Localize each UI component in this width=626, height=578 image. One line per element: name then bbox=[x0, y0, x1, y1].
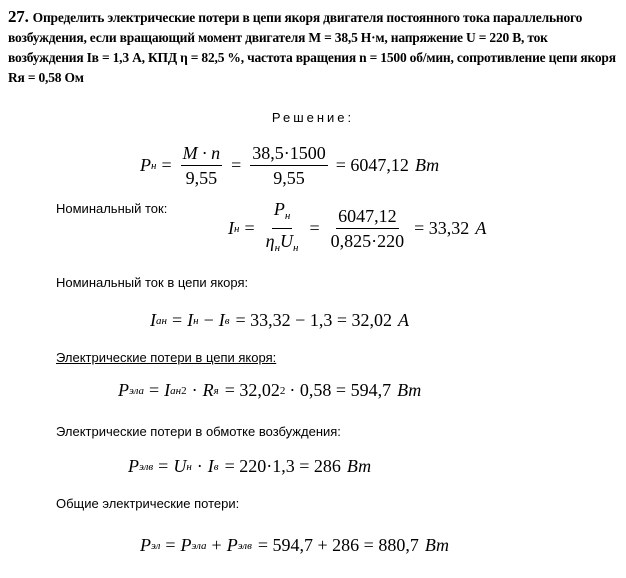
label-armature-losses: Электрические потери в цепи якоря: bbox=[56, 350, 277, 365]
formula-armature-current: I ан = I н − I в = 33,32 − 1,3 = 32,02 A bbox=[150, 310, 409, 330]
label-nominal-current: Номинальный ток: bbox=[56, 201, 168, 216]
formula-field-losses: P элв = U н · I в = 220·1,3 = 286 Вт bbox=[128, 456, 372, 476]
fraction: $\frac{M \cdot n}{9,55}$ bbox=[182, 143, 221, 188]
problem-number: 27. bbox=[8, 7, 29, 26]
formula-total-losses: P эл = P эла + P элв = 594,7 + 286 = 880,7 Вт bbox=[140, 535, 450, 555]
fraction: $\frac{6047,12}{0,825\cdot 220}$ bbox=[330, 206, 405, 251]
formula-nominal-current: I н = $\frac{P_н}{\eta_нU_н}$ = $\frac{6047,12}{0,825\cdot 220}$ = 33,32 A bbox=[228, 198, 486, 259]
fraction: $\frac{P_н}{\eta_нU_н}$ bbox=[265, 199, 299, 254]
label-field-losses: Электрические потери в обмотке возбуждения: bbox=[56, 424, 341, 439]
problem-text: Определить электрические потери в цепи якоря двигателя постоянного тока параллельного возбуждения, если вращающий момент двигателя M = 38,5 Н·м, напряжение U = 220 В, ток возбуждения Iв = 1,3 А, КПД η = 82,5 %, частота вращения n = 1500 об/мин, сопротивление цепи якоря Rя = 0,58 Ом bbox=[8, 10, 616, 85]
fraction: $\frac{38,5\cdot 1500}{9,55}$ bbox=[252, 143, 326, 188]
problem-statement bbox=[8, 7, 620, 88]
solution-heading: Решение: bbox=[271, 110, 355, 125]
formula-power: P н = $\frac{M \cdot n}{9,55}$ = $\frac{38,5\cdot 1500}{9,55}$ = 6047,12 Вт bbox=[140, 143, 440, 188]
formula-armature-losses: P эла = I ан 2 · R я = 32,02 2 · 0,58 = 594,7 Вт bbox=[118, 380, 422, 400]
label-armature-current: Номинальный ток в цепи якоря: bbox=[56, 275, 249, 290]
label-total-losses: Общие электрические потери: bbox=[56, 496, 240, 511]
